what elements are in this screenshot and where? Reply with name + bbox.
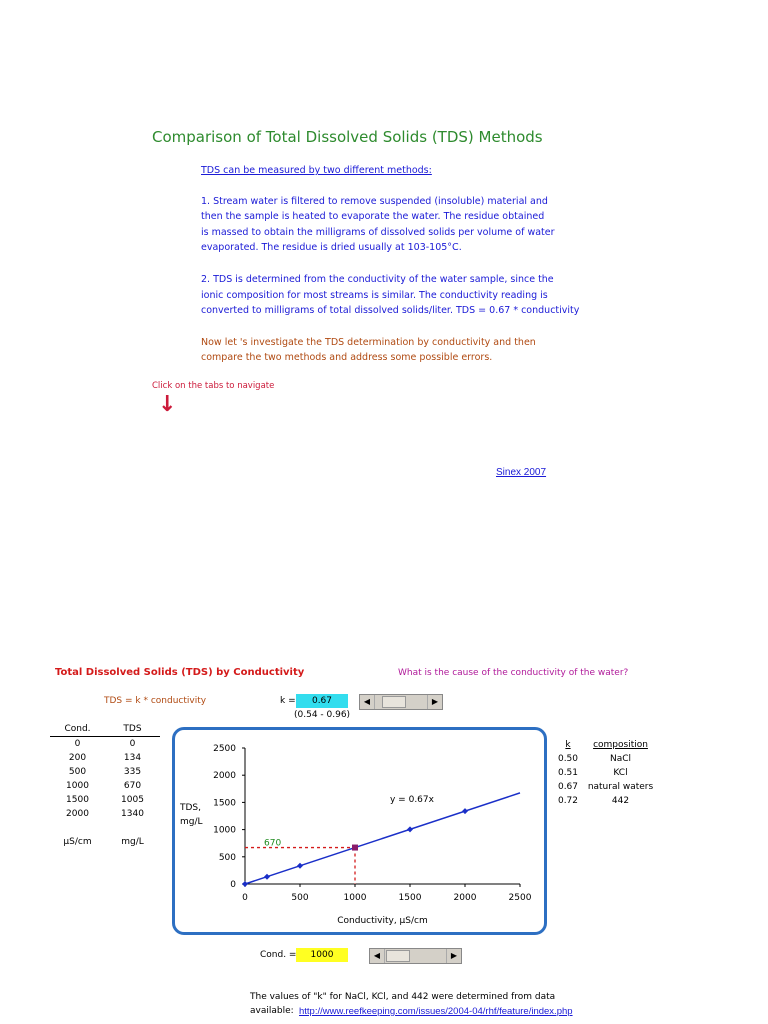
x-tick-label: 0 <box>242 893 248 903</box>
table-row <box>553 752 658 766</box>
table-row <box>553 780 658 794</box>
y-tick-label: 2500 <box>213 744 236 754</box>
data-point <box>462 808 468 814</box>
y-axis-label-line1: TDS, <box>180 803 202 813</box>
table-row <box>50 751 160 765</box>
cell: 200 <box>68 753 87 763</box>
table-row <box>50 765 160 779</box>
credit-link[interactable]: Sinex 2007 <box>496 467 547 478</box>
k-value-cell[interactable]: 0.67 <box>296 694 348 708</box>
cell: 0.50 <box>557 754 579 764</box>
method2-line1: 2. TDS is determined from the conductivity of the water sample, since the <box>201 274 554 285</box>
y-axis-label-line2: mg/L <box>180 817 203 827</box>
col-header-cond: Cond. <box>50 722 105 737</box>
method2-line2: ionic composition for most streams is similar. The conductivity reading is <box>201 290 548 301</box>
cell: 0.51 <box>557 768 579 778</box>
method2-line3: converted to milligrams of total dissolved solids/liter. TDS = 0.67 * conductivity <box>201 305 580 316</box>
data-point <box>407 826 413 832</box>
cell: 0.72 <box>557 796 579 806</box>
cell: 670 <box>123 781 142 791</box>
reference-link[interactable]: http://www.reefkeeping.com/issues/2004-04/rhf/feature/index.php <box>299 1006 573 1017</box>
x-tick-label: 1000 <box>343 893 367 903</box>
intro-lead: TDS can be measured by two different methods: <box>201 165 432 176</box>
tds-chart <box>172 727 547 935</box>
table-row <box>553 766 658 780</box>
k-label: k = <box>280 696 296 706</box>
cell: natural waters <box>587 782 654 792</box>
x-tick-label: 500 <box>291 893 309 903</box>
scroll-right-icon[interactable]: ▶ <box>446 949 461 963</box>
cell: 335 <box>123 767 142 777</box>
cell: 1000 <box>66 781 89 791</box>
data-point <box>264 874 270 880</box>
unit-cond: µS/cm <box>63 837 92 847</box>
data-point <box>297 863 303 869</box>
cell: 1005 <box>121 795 144 805</box>
cell: 2000 <box>66 809 89 819</box>
scroll-left-icon[interactable]: ◀ <box>370 949 385 963</box>
x-tick-label: 2000 <box>453 893 477 903</box>
footnote-line1: The values of "k" for NaCl, KCl, and 442 were determined from data <box>250 992 556 1002</box>
cell: 1340 <box>121 809 144 819</box>
unit-tds: mg/L <box>121 837 144 847</box>
k-header: k <box>565 740 571 750</box>
y-tick-label: 2000 <box>213 771 236 782</box>
table-row <box>50 779 160 793</box>
method1-line4: evaporated. The residue is dried usually at 103-105°C. <box>201 242 462 253</box>
scroll-right-icon[interactable]: ▶ <box>427 695 442 709</box>
cell: 134 <box>123 753 142 763</box>
cond-scroll-thumb[interactable] <box>386 950 410 962</box>
table-row <box>50 737 160 752</box>
y-tick-label: 1500 <box>213 798 236 809</box>
method1-line2: then the sample is heated to evaporate the water. The residue obtained <box>201 211 545 222</box>
k-scroll-thumb[interactable] <box>382 696 406 708</box>
navigate-hint: Click on the tabs to navigate <box>152 381 275 391</box>
table-row <box>50 807 160 821</box>
investigate-line1: Now let 's investigate the TDS determination by conductivity and then <box>201 337 536 348</box>
method1-line3: is massed to obtain the milligrams of dissolved solids per volume of water <box>201 227 555 238</box>
k-table <box>553 738 658 808</box>
cond-label: Cond. = <box>260 950 297 960</box>
down-arrow-icon: ↓ <box>158 392 177 417</box>
method1-line1: 1. Stream water is filtered to remove suspended (insoluble) material and <box>201 196 548 207</box>
cond-scrollbar[interactable] <box>369 948 462 964</box>
y-tick-label: 500 <box>218 852 236 863</box>
highlight-marker <box>352 845 358 851</box>
investigate-line2: compare the two methods and address some possible errors. <box>201 352 493 363</box>
k-range: (0.54 - 0.96) <box>294 710 351 720</box>
formula-text: TDS = k * conductivity <box>104 696 207 706</box>
cond-value-cell[interactable]: 1000 <box>296 948 348 962</box>
sheet-heading: Total Dissolved Solids (TDS) by Conductivity <box>55 667 305 678</box>
col-header-tds: TDS <box>105 722 160 737</box>
cell: 500 <box>68 767 87 777</box>
page-title: Comparison of Total Dissolved Solids (TDS) Methods <box>152 128 543 146</box>
sheet-question: What is the cause of the conductivity of the water? <box>398 668 629 678</box>
table-row <box>553 794 658 808</box>
cell: NaCl <box>609 754 632 764</box>
cell: 0 <box>129 739 136 749</box>
series-line <box>245 793 520 884</box>
cell: 442 <box>611 796 630 806</box>
cell: 0.67 <box>557 782 579 792</box>
footnote-line2: available: <box>250 1006 294 1016</box>
data-point <box>242 881 248 887</box>
composition-header: composition <box>593 740 648 750</box>
highlight-label: 670 <box>264 838 282 849</box>
scroll-left-icon[interactable]: ◀ <box>360 695 375 709</box>
x-tick-label: 1500 <box>398 893 422 903</box>
x-tick-label: 2500 <box>508 893 532 903</box>
cell: KCl <box>613 768 628 778</box>
table-row <box>50 793 160 807</box>
y-tick-label: 1000 <box>213 825 236 836</box>
cell: 0 <box>74 739 81 749</box>
x-axis-label: Conductivity, µS/cm <box>337 916 428 926</box>
y-tick-label: 0 <box>230 880 236 890</box>
k-scrollbar[interactable] <box>359 694 443 710</box>
trendline-equation: y = 0.67x <box>390 795 434 805</box>
data-table <box>50 722 160 849</box>
cell: 1500 <box>66 795 89 805</box>
